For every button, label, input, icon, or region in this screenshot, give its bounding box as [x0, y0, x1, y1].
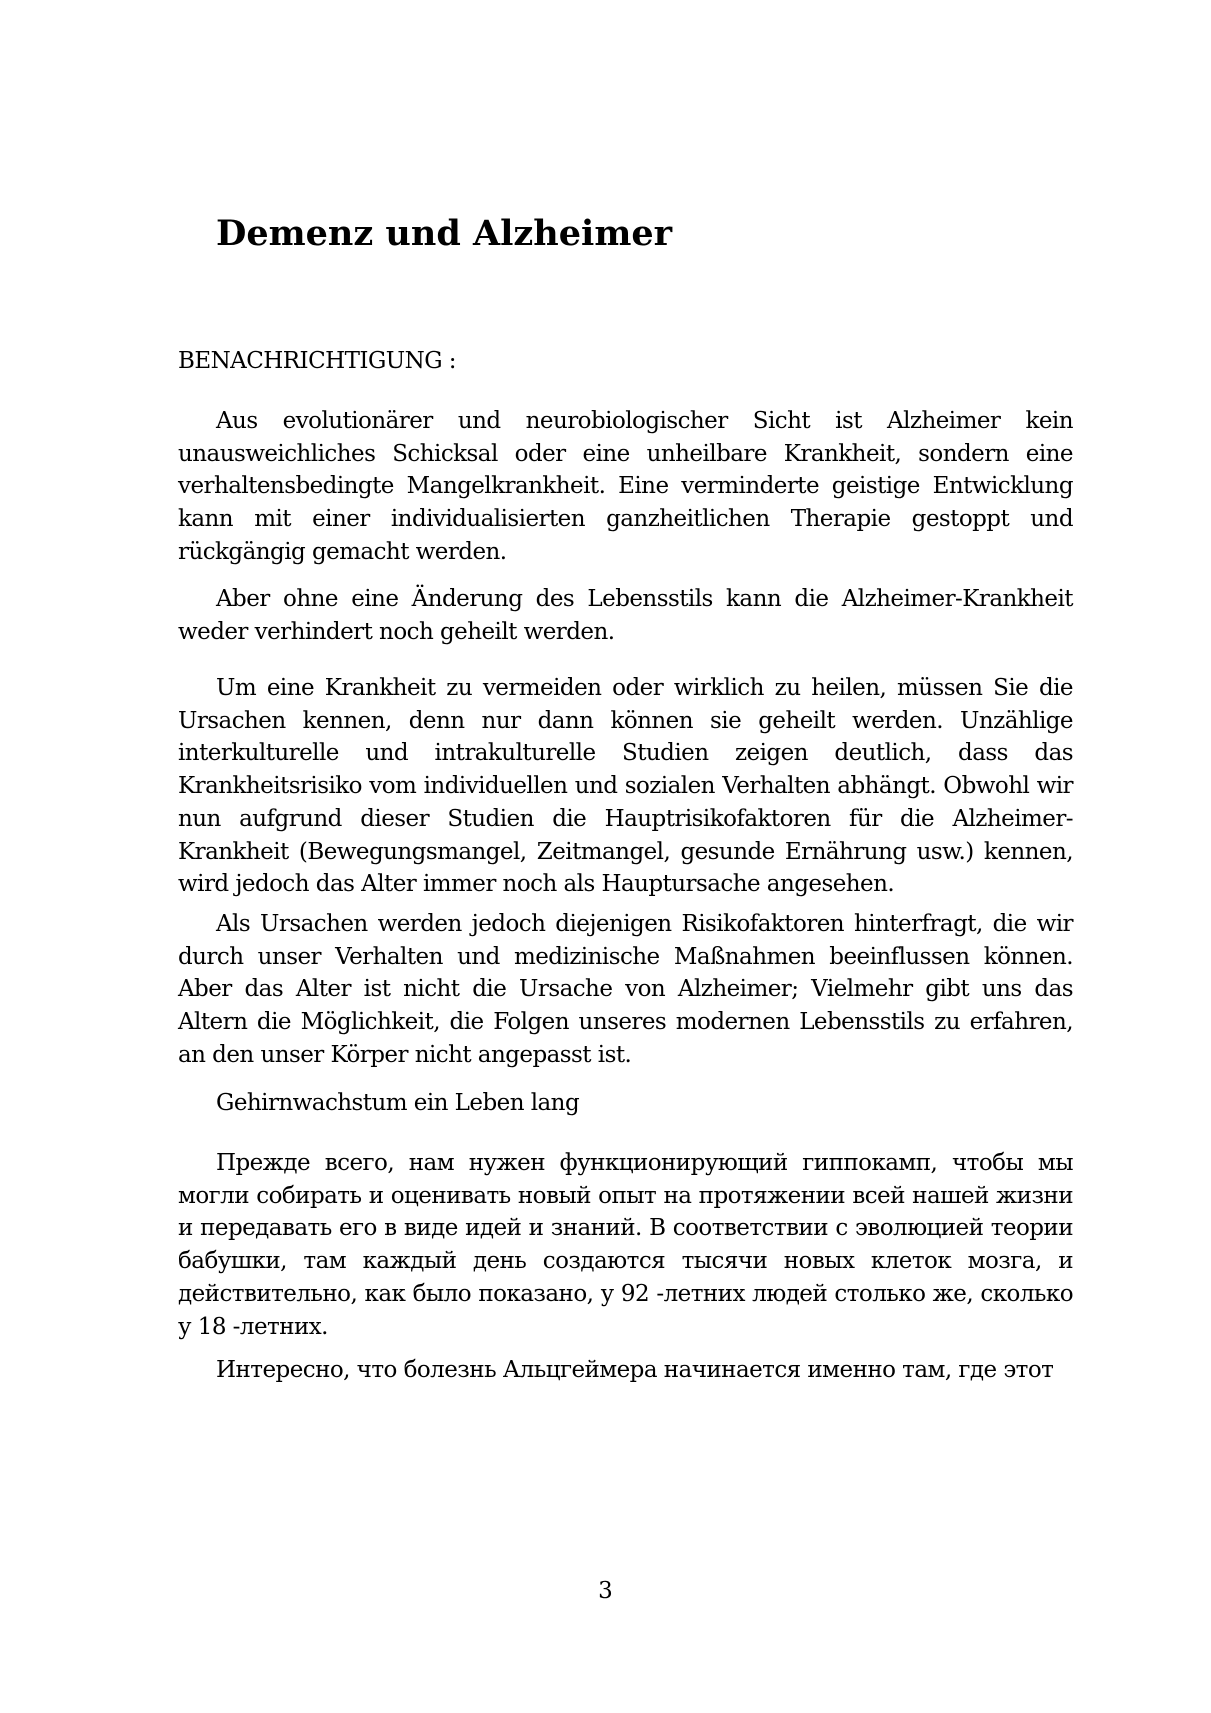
- paragraph-text: Um eine Krankheit zu vermeiden oder wirklich zu heilen, müssen Sie die Ursachen kennen, denn nur dann können sie geheilt werden. Unzählige interkulturelle und intrakulturelle Studien zeigen deutlich, dass das Krankheitsrisiko vom individuellen und sozialen Verhalten abhängt. Obwohl wir nun aufgrund dieser Studien die Hauptrisikofaktoren für die Alzheimer-Krankheit (Bewegungsmangel, Zeitmangel, gesunde Ernährung usw.) kennen, wird jedoch das Alter immer noch als Hauptursache angesehen.: [178, 675, 1073, 898]
- section-heading-text: Gehirnwachstum ein Leben lang: [216, 1090, 580, 1116]
- notice-label: BENACHRICHTIGUNG :: [178, 348, 456, 374]
- body-paragraph-2: [178, 583, 1073, 648]
- page-title: Demenz und Alzheimer: [216, 213, 673, 254]
- body-paragraph-1: [178, 405, 1073, 569]
- body-paragraph-4: [178, 908, 1073, 1072]
- paragraph-text: Прежде всего, нам нужен функционирующий гиппокамп, чтобы мы могли собирать и оценивать новый опыт на протяжении всей нашей жизни и передавать его в виде идей и знаний. В соответствии с эволюцией теории бабушки, там каждый день создаются тысячи новых клеток мозга, и действительно, как было показано, у 92 -летних людей столько же, сколько у 18 -летних.: [178, 1150, 1073, 1340]
- paragraph-text: Aus evolutionärer und neurobiologischer Sicht ist Alzheimer kein unausweichliches Schicksal oder eine unheilbare Krankheit, sondern eine verhaltensbedingte Mangelkrankheit. Eine verminderte geistige Entwicklung kann mit einer individualisierten ganzheitlichen Therapie gestoppt und rückgängig gemacht werden.: [178, 408, 1073, 565]
- body-paragraph-3: [178, 672, 1073, 901]
- section-heading: [178, 1087, 1073, 1120]
- russian-paragraph-1: [178, 1147, 1073, 1343]
- paragraph-text: Интересно, что болезнь Альцгеймера начинается именно там, где этот: [216, 1357, 1054, 1383]
- paragraph-text: Aber ohne eine Änderung des Lebensstils kann die Alzheimer-Krankheit weder verhindert noch geheilt werden.: [178, 586, 1073, 645]
- russian-paragraph-2: [178, 1354, 1073, 1387]
- page-number: 3: [598, 1578, 613, 1604]
- paragraph-text: Als Ursachen werden jedoch diejenigen Risikofaktoren hinterfragt, die wir durch unser Verhalten und medizinische Maßnahmen beeinflussen können. Aber das Alter ist nicht die Ursache von Alzheimer; Vielmehr gibt uns das Altern die Möglichkeit, die Folgen unseres modernen Lebensstils zu erfahren, an den unser Körper nicht angepasst ist.: [178, 911, 1073, 1068]
